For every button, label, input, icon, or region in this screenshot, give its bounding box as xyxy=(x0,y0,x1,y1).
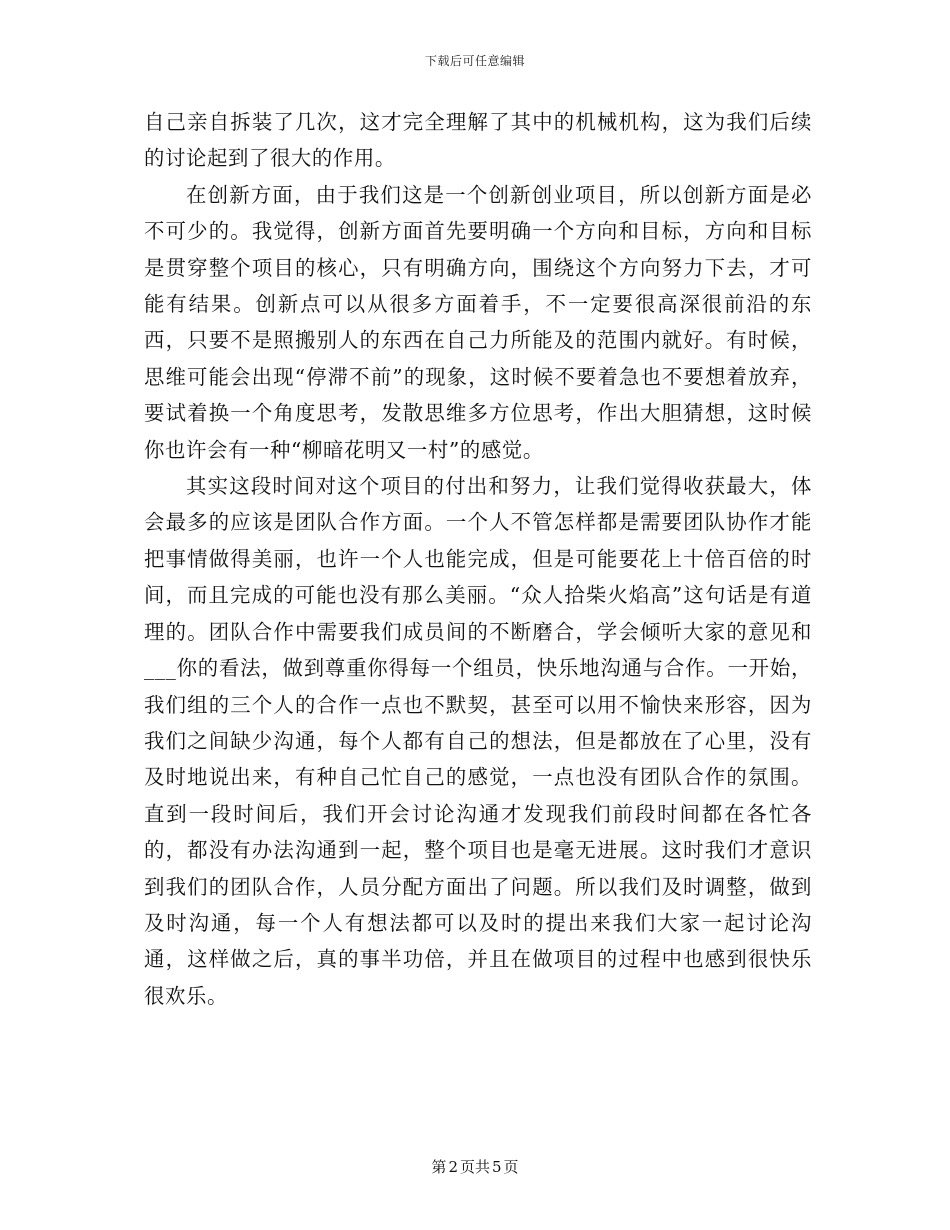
document-body xyxy=(144,104,812,1014)
footer-prefix: 第 xyxy=(431,1158,447,1176)
paragraph-innovation: 在创新方面，由于我们这是一个创新创业项目，所以创新方面是必不可少的。我觉得，创新方面首先要明确一个方向和目标，方向和目标是贯穿整个项目的核心，只有明确方向，围绕这个方向努力下去，才可能有结果。创新点可以从很多方面着手，不一定要很高深很前沿的东西，只要不是照搬别人的东西在自己力所能及的范围内就好。有时候，思维可能会出现“停滞不前”的现象，这时候不要着急也不要想着放弃，要试着换一个角度思考，发散思维多方位思考，作出大胆猜想，这时候你也许会有一种“柳暗花明又一村”的感觉。 xyxy=(144,182,812,462)
paragraph-teamwork: 其实这段时间对这个项目的付出和努力，让我们觉得收获最大，体会最多的应该是团队合作方面。一个人不管怎样都是需要团队协作才能把事情做得美丽，也许一个人也能完成，但是可能要花上十倍百倍的时间，而且完成的可能也没有那么美丽。“众人拾柴火焰高”这句话是有道理的。团队合作中需要我们成员间的不断磨合，学会倾听大家的意见和___你的看法，做到尊重你得每一个组员，快乐地沟通与合作。一开始，我们组的三个人的合作一点也不默契，甚至可以用不愉快来形容，因为我们之间缺少沟通，每个人都有自己的想法，但是都放在了心里，没有及时地说出来，有种自己忙自己的感觉，一点也没有团队合作的氛围。直到一段时间后，我们开会讨论沟通才发现我们前段时间都在各忙各的，都没有办法沟通到一起，整个项目也是毫无进展。这时我们才意识到我们的团队合作，人员分配方面出了问题。所以我们及时调整，做到及时沟通，每一个人有想法都可以及时的提出来我们大家一起讨论沟通，这样做之后，真的事半功倍，并且在做项目的过程中也感到很快乐很欢乐。 xyxy=(144,474,812,1008)
footer-page-number: 2 xyxy=(448,1158,458,1176)
page-footer xyxy=(0,1156,950,1177)
page-header: 下载后可任意编辑 xyxy=(424,54,525,68)
footer-middle: 页共 xyxy=(459,1158,490,1176)
footer-suffix: 页 xyxy=(503,1158,519,1176)
footer-total-pages: 5 xyxy=(492,1158,502,1176)
paragraph-continuation: 自己亲自拆装了几次，这才完全理解了其中的机械机构，这为我们后续的讨论起到了很大的作用。 xyxy=(144,110,812,171)
